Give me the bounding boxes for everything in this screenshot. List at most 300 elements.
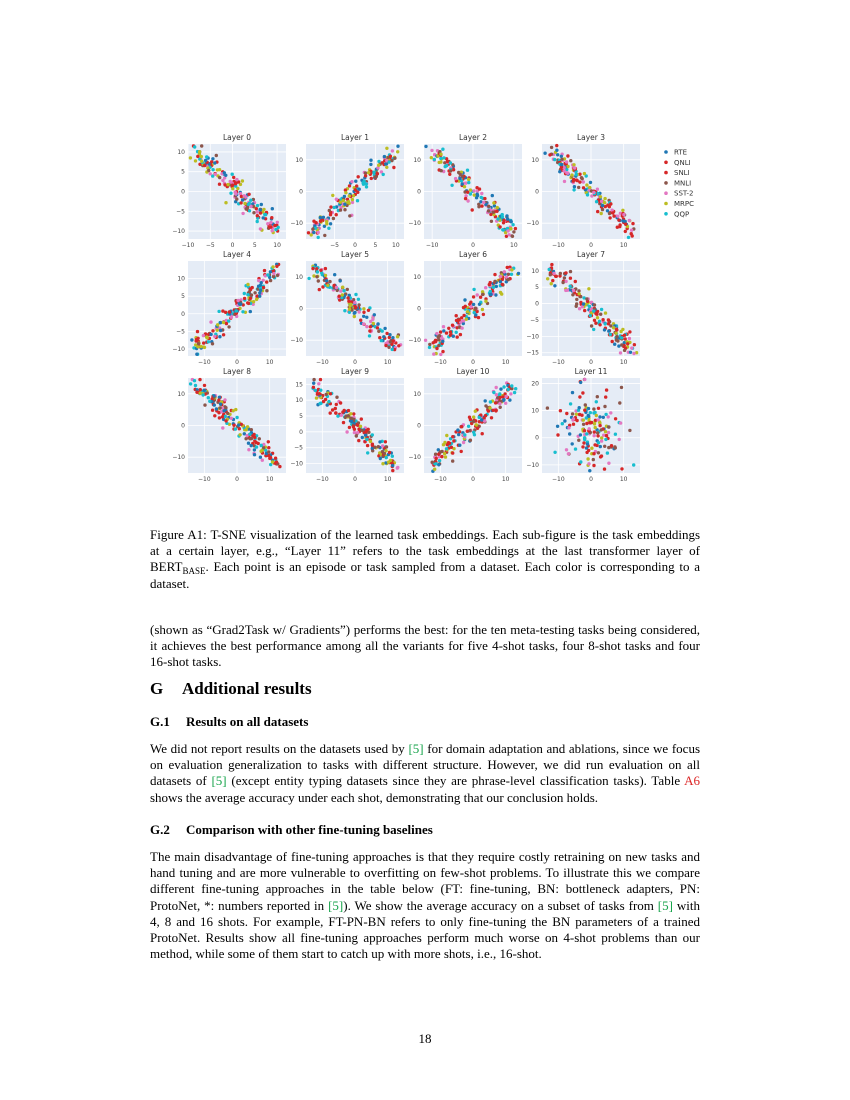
data-point xyxy=(448,442,451,445)
y-tick-label: −5 xyxy=(176,328,185,336)
y-tick-label: 0 xyxy=(299,305,303,313)
data-point xyxy=(383,155,386,158)
data-point xyxy=(325,220,328,223)
data-point xyxy=(199,388,202,391)
data-point xyxy=(571,293,574,296)
citation-link[interactable]: [5] xyxy=(328,897,344,913)
data-point xyxy=(487,209,490,212)
data-point xyxy=(378,440,381,443)
data-point xyxy=(269,225,272,228)
data-point xyxy=(514,387,517,390)
subplot-layer-1 xyxy=(290,133,404,249)
data-point xyxy=(376,326,379,329)
x-tick-label: −10 xyxy=(181,242,195,249)
data-point xyxy=(339,201,342,204)
data-point xyxy=(503,270,506,273)
y-tick-label: −10 xyxy=(290,337,303,345)
data-point xyxy=(196,345,199,348)
data-point xyxy=(553,451,556,454)
citation-link[interactable]: [5] xyxy=(657,897,673,913)
data-point xyxy=(458,177,461,180)
data-point xyxy=(433,468,436,471)
data-point xyxy=(572,163,575,166)
data-point xyxy=(600,428,603,431)
data-point xyxy=(442,156,445,159)
data-point xyxy=(495,210,498,213)
data-point xyxy=(433,158,436,161)
data-point xyxy=(578,406,581,409)
subplot-layer-7 xyxy=(526,250,640,366)
data-point xyxy=(364,434,367,437)
data-point xyxy=(437,463,440,466)
data-point xyxy=(335,213,338,216)
data-point xyxy=(595,400,598,403)
data-point xyxy=(377,164,380,167)
data-point xyxy=(556,425,559,428)
data-point xyxy=(248,287,251,290)
y-tick-label: −10 xyxy=(408,454,421,462)
data-point xyxy=(432,352,435,355)
data-point xyxy=(387,346,390,349)
data-point xyxy=(241,179,244,182)
data-point xyxy=(365,429,368,432)
data-point xyxy=(369,163,372,166)
data-point xyxy=(319,220,322,223)
data-point xyxy=(609,411,612,414)
data-point xyxy=(358,188,361,191)
data-point xyxy=(472,415,475,418)
data-point xyxy=(232,176,235,179)
legend-marker xyxy=(664,171,668,175)
data-point xyxy=(435,457,438,460)
x-tick-label: 0 xyxy=(235,476,239,483)
data-point xyxy=(369,325,372,328)
data-point xyxy=(370,177,373,180)
data-point xyxy=(449,161,452,164)
data-point xyxy=(480,204,483,207)
data-point xyxy=(312,382,315,385)
data-point xyxy=(464,305,467,308)
data-point xyxy=(324,267,327,270)
data-point xyxy=(434,339,437,342)
text: ). We show the average accuracy on a subset of tasks from xyxy=(343,897,658,913)
data-point xyxy=(264,213,267,216)
data-point xyxy=(452,168,455,171)
data-point xyxy=(329,392,332,395)
data-point xyxy=(592,458,595,461)
data-point xyxy=(593,303,596,306)
data-point xyxy=(234,427,237,430)
data-point xyxy=(248,437,251,440)
data-point xyxy=(501,283,504,286)
data-point xyxy=(211,174,214,177)
data-point xyxy=(590,324,593,327)
y-tick-label: 0 xyxy=(417,305,421,313)
data-point xyxy=(506,217,509,220)
data-point xyxy=(588,186,591,189)
data-point xyxy=(381,329,384,332)
data-point xyxy=(392,166,395,169)
table-link[interactable]: A6 xyxy=(684,773,700,789)
data-point xyxy=(324,274,327,277)
data-point xyxy=(477,205,480,208)
data-point xyxy=(509,220,512,223)
x-tick-label: 0 xyxy=(353,476,357,483)
data-point xyxy=(244,437,247,440)
data-point xyxy=(256,204,259,207)
data-point xyxy=(361,436,364,439)
data-point xyxy=(615,335,618,338)
section-number: G.2 xyxy=(150,822,170,837)
data-point xyxy=(319,378,322,381)
data-point xyxy=(560,158,563,161)
data-point xyxy=(203,346,206,349)
data-point xyxy=(367,309,370,312)
data-point xyxy=(323,234,326,237)
data-point xyxy=(357,303,360,306)
data-point xyxy=(224,406,227,409)
data-point xyxy=(546,277,549,280)
data-point xyxy=(574,447,577,450)
data-point xyxy=(623,334,626,337)
data-point xyxy=(614,332,617,335)
data-point xyxy=(212,394,215,397)
data-point xyxy=(339,289,342,292)
data-point xyxy=(353,301,356,304)
data-point xyxy=(438,459,441,462)
data-point xyxy=(380,339,383,342)
data-point xyxy=(481,308,484,311)
data-point xyxy=(307,231,310,234)
data-point xyxy=(437,453,440,456)
data-point xyxy=(269,279,272,282)
x-tick-label: −10 xyxy=(433,476,447,483)
data-point xyxy=(272,275,275,278)
data-point xyxy=(379,457,382,460)
data-point xyxy=(567,426,570,429)
data-point xyxy=(235,178,238,181)
data-point xyxy=(385,456,388,459)
data-point xyxy=(553,158,556,161)
data-point xyxy=(487,205,490,208)
data-point xyxy=(598,415,601,418)
data-point xyxy=(609,202,612,205)
data-point xyxy=(253,448,256,451)
figure-legend xyxy=(664,149,694,219)
data-point xyxy=(613,343,616,346)
data-point xyxy=(624,230,627,233)
data-point xyxy=(435,347,438,350)
data-point xyxy=(334,411,337,414)
data-point xyxy=(549,273,552,276)
data-point xyxy=(479,296,482,299)
data-point xyxy=(471,208,474,211)
data-point xyxy=(348,308,351,311)
data-point xyxy=(312,386,315,389)
data-point xyxy=(271,229,274,232)
data-point xyxy=(472,431,475,434)
data-point xyxy=(331,408,334,411)
data-point xyxy=(624,223,627,226)
data-point xyxy=(354,306,357,309)
data-point xyxy=(577,289,580,292)
data-point xyxy=(245,428,248,431)
x-tick-label: 5 xyxy=(252,242,257,249)
data-point xyxy=(582,180,585,183)
data-point xyxy=(472,420,475,423)
subplot-layer-11 xyxy=(526,367,640,483)
data-point xyxy=(592,464,595,467)
data-point xyxy=(572,179,575,182)
data-point xyxy=(259,456,262,459)
data-point xyxy=(623,349,626,352)
citation-link[interactable]: [5] xyxy=(211,773,227,789)
data-point xyxy=(480,418,483,421)
data-point xyxy=(506,388,509,391)
data-point xyxy=(213,414,216,417)
data-point xyxy=(221,426,224,429)
paragraph-intro: (shown as “Grad2Task w/ Gradients”) performs the best: for the ten meta-testing tasks being considered, it achieves the best performance among all the variants for five 4-shot tasks, four 8-shot tasks and four 16-shot tasks. xyxy=(150,622,700,670)
data-point xyxy=(388,451,391,454)
data-point xyxy=(327,400,330,403)
data-point xyxy=(227,319,230,322)
data-point xyxy=(592,309,595,312)
y-tick-label: 10 xyxy=(177,390,185,398)
y-tick-label: 0 xyxy=(417,188,421,196)
data-point xyxy=(466,169,469,172)
data-point xyxy=(353,431,356,434)
legend-marker xyxy=(664,202,668,206)
data-point xyxy=(200,144,203,147)
data-point xyxy=(253,436,256,439)
data-point xyxy=(253,453,256,456)
data-point xyxy=(341,410,344,413)
data-point xyxy=(451,435,454,438)
data-point xyxy=(603,197,606,200)
data-point xyxy=(278,465,281,468)
data-point xyxy=(621,328,624,331)
data-point xyxy=(483,419,486,422)
data-point xyxy=(578,395,581,398)
data-point xyxy=(365,182,368,185)
data-point xyxy=(259,211,262,214)
data-point xyxy=(250,444,253,447)
data-point xyxy=(200,160,203,163)
data-point xyxy=(218,406,221,409)
data-point xyxy=(328,280,331,283)
data-point xyxy=(332,217,335,220)
data-point xyxy=(387,460,390,463)
data-point xyxy=(215,407,218,410)
data-point xyxy=(571,391,574,394)
data-point xyxy=(463,298,466,301)
data-point xyxy=(466,191,469,194)
data-point xyxy=(213,335,216,338)
section-title: Results on all datasets xyxy=(186,714,309,729)
data-point xyxy=(460,425,463,428)
data-point xyxy=(266,222,269,225)
data-point xyxy=(384,440,387,443)
data-point xyxy=(365,316,368,319)
data-point xyxy=(600,212,603,215)
data-point xyxy=(551,279,554,282)
data-point xyxy=(588,305,591,308)
y-tick-label: −10 xyxy=(526,220,539,228)
data-point xyxy=(568,432,571,435)
data-point xyxy=(430,149,433,152)
data-point xyxy=(577,186,580,189)
data-point xyxy=(439,153,442,156)
data-point xyxy=(391,336,394,339)
section-number: G xyxy=(150,679,164,698)
y-tick-label: 10 xyxy=(295,156,303,164)
data-point xyxy=(202,334,205,337)
data-point xyxy=(597,441,600,444)
citation-link[interactable]: [5] xyxy=(408,741,424,756)
data-point xyxy=(581,391,584,394)
data-point xyxy=(577,292,580,295)
data-point xyxy=(360,417,363,420)
data-point xyxy=(558,170,561,173)
data-point xyxy=(600,436,603,439)
x-tick-label: 10 xyxy=(273,242,281,249)
legend-marker xyxy=(664,181,668,185)
data-point xyxy=(613,445,616,448)
data-point xyxy=(211,342,214,345)
data-point xyxy=(546,406,549,409)
data-point xyxy=(449,169,452,172)
data-point xyxy=(616,215,619,218)
subplot-layer-5 xyxy=(290,250,404,366)
data-point xyxy=(517,272,520,275)
data-point xyxy=(632,463,635,466)
data-point xyxy=(196,330,199,333)
data-point xyxy=(501,228,504,231)
data-point xyxy=(218,168,221,171)
data-point xyxy=(615,338,618,341)
data-point xyxy=(377,330,380,333)
data-point xyxy=(336,414,339,417)
data-point xyxy=(237,423,240,426)
data-point xyxy=(256,220,259,223)
subplot-title: Layer 9 xyxy=(340,367,370,376)
y-tick-label: −10 xyxy=(526,333,539,341)
data-point xyxy=(507,273,510,276)
data-point xyxy=(491,211,494,214)
data-point xyxy=(359,319,362,322)
data-point xyxy=(257,279,260,282)
y-tick-label: −5 xyxy=(176,208,185,216)
data-point xyxy=(587,414,590,417)
data-point xyxy=(560,163,563,166)
data-point xyxy=(612,326,615,329)
data-point xyxy=(384,344,387,347)
x-tick-label: −10 xyxy=(315,476,329,483)
data-point xyxy=(318,402,321,405)
data-point xyxy=(450,184,453,187)
data-point xyxy=(235,181,238,184)
data-point xyxy=(221,179,224,182)
data-point xyxy=(391,149,394,152)
data-point xyxy=(597,451,600,454)
data-point xyxy=(382,335,385,338)
data-point xyxy=(603,445,606,448)
data-point xyxy=(600,439,603,442)
data-point xyxy=(232,409,235,412)
subplot-title: Layer 2 xyxy=(458,133,488,142)
data-point xyxy=(550,263,553,266)
data-point xyxy=(326,403,329,406)
text: (except entity typing datasets since they are phrase-level classification tasks). Table xyxy=(226,773,685,789)
data-point xyxy=(512,230,515,233)
data-point xyxy=(338,295,341,298)
data-point xyxy=(372,322,375,325)
data-point xyxy=(496,217,499,220)
data-point xyxy=(462,314,465,317)
data-point xyxy=(342,199,345,202)
data-point xyxy=(391,455,394,458)
data-point xyxy=(583,309,586,312)
data-point xyxy=(628,219,631,222)
x-tick-label: 10 xyxy=(510,242,518,249)
data-point xyxy=(466,310,469,313)
data-point xyxy=(572,188,575,191)
data-point xyxy=(449,330,452,333)
data-point xyxy=(193,145,196,148)
data-point xyxy=(550,282,553,285)
data-point xyxy=(463,433,466,436)
data-point xyxy=(335,198,338,201)
data-point xyxy=(369,440,372,443)
data-point xyxy=(207,169,210,172)
data-point xyxy=(559,272,562,275)
data-point xyxy=(598,320,601,323)
x-tick-label: 10 xyxy=(619,359,628,366)
data-point xyxy=(505,395,508,398)
y-tick-label: 10 xyxy=(177,275,185,283)
data-point xyxy=(274,457,277,460)
data-point xyxy=(456,335,459,338)
data-point xyxy=(465,318,468,321)
data-point xyxy=(508,398,511,401)
data-point xyxy=(565,412,568,415)
data-point xyxy=(246,293,249,296)
data-point xyxy=(365,438,368,441)
subplot-title: Layer 0 xyxy=(222,133,252,142)
data-point xyxy=(565,448,568,451)
subplot-title: Layer 5 xyxy=(340,250,370,259)
data-point xyxy=(633,343,636,346)
data-point xyxy=(604,438,607,441)
data-point xyxy=(348,311,351,314)
data-point xyxy=(266,273,269,276)
paragraph-g1 xyxy=(150,741,700,806)
subplot-title: Layer 11 xyxy=(574,367,608,376)
data-point xyxy=(329,205,332,208)
data-point xyxy=(325,393,328,396)
data-point xyxy=(354,180,357,183)
data-point xyxy=(368,329,371,332)
data-point xyxy=(271,207,274,210)
x-tick-label: −10 xyxy=(551,242,565,249)
data-point xyxy=(271,460,274,463)
data-point xyxy=(588,427,591,430)
data-point xyxy=(224,419,227,422)
data-point xyxy=(350,180,353,183)
data-point xyxy=(201,393,204,396)
text: for domain adaptation and ablations, since we focus on evaluation generalization to tasks with different structure. However, we did run evaluation on all datasets of xyxy=(150,741,701,789)
data-point xyxy=(598,323,601,326)
